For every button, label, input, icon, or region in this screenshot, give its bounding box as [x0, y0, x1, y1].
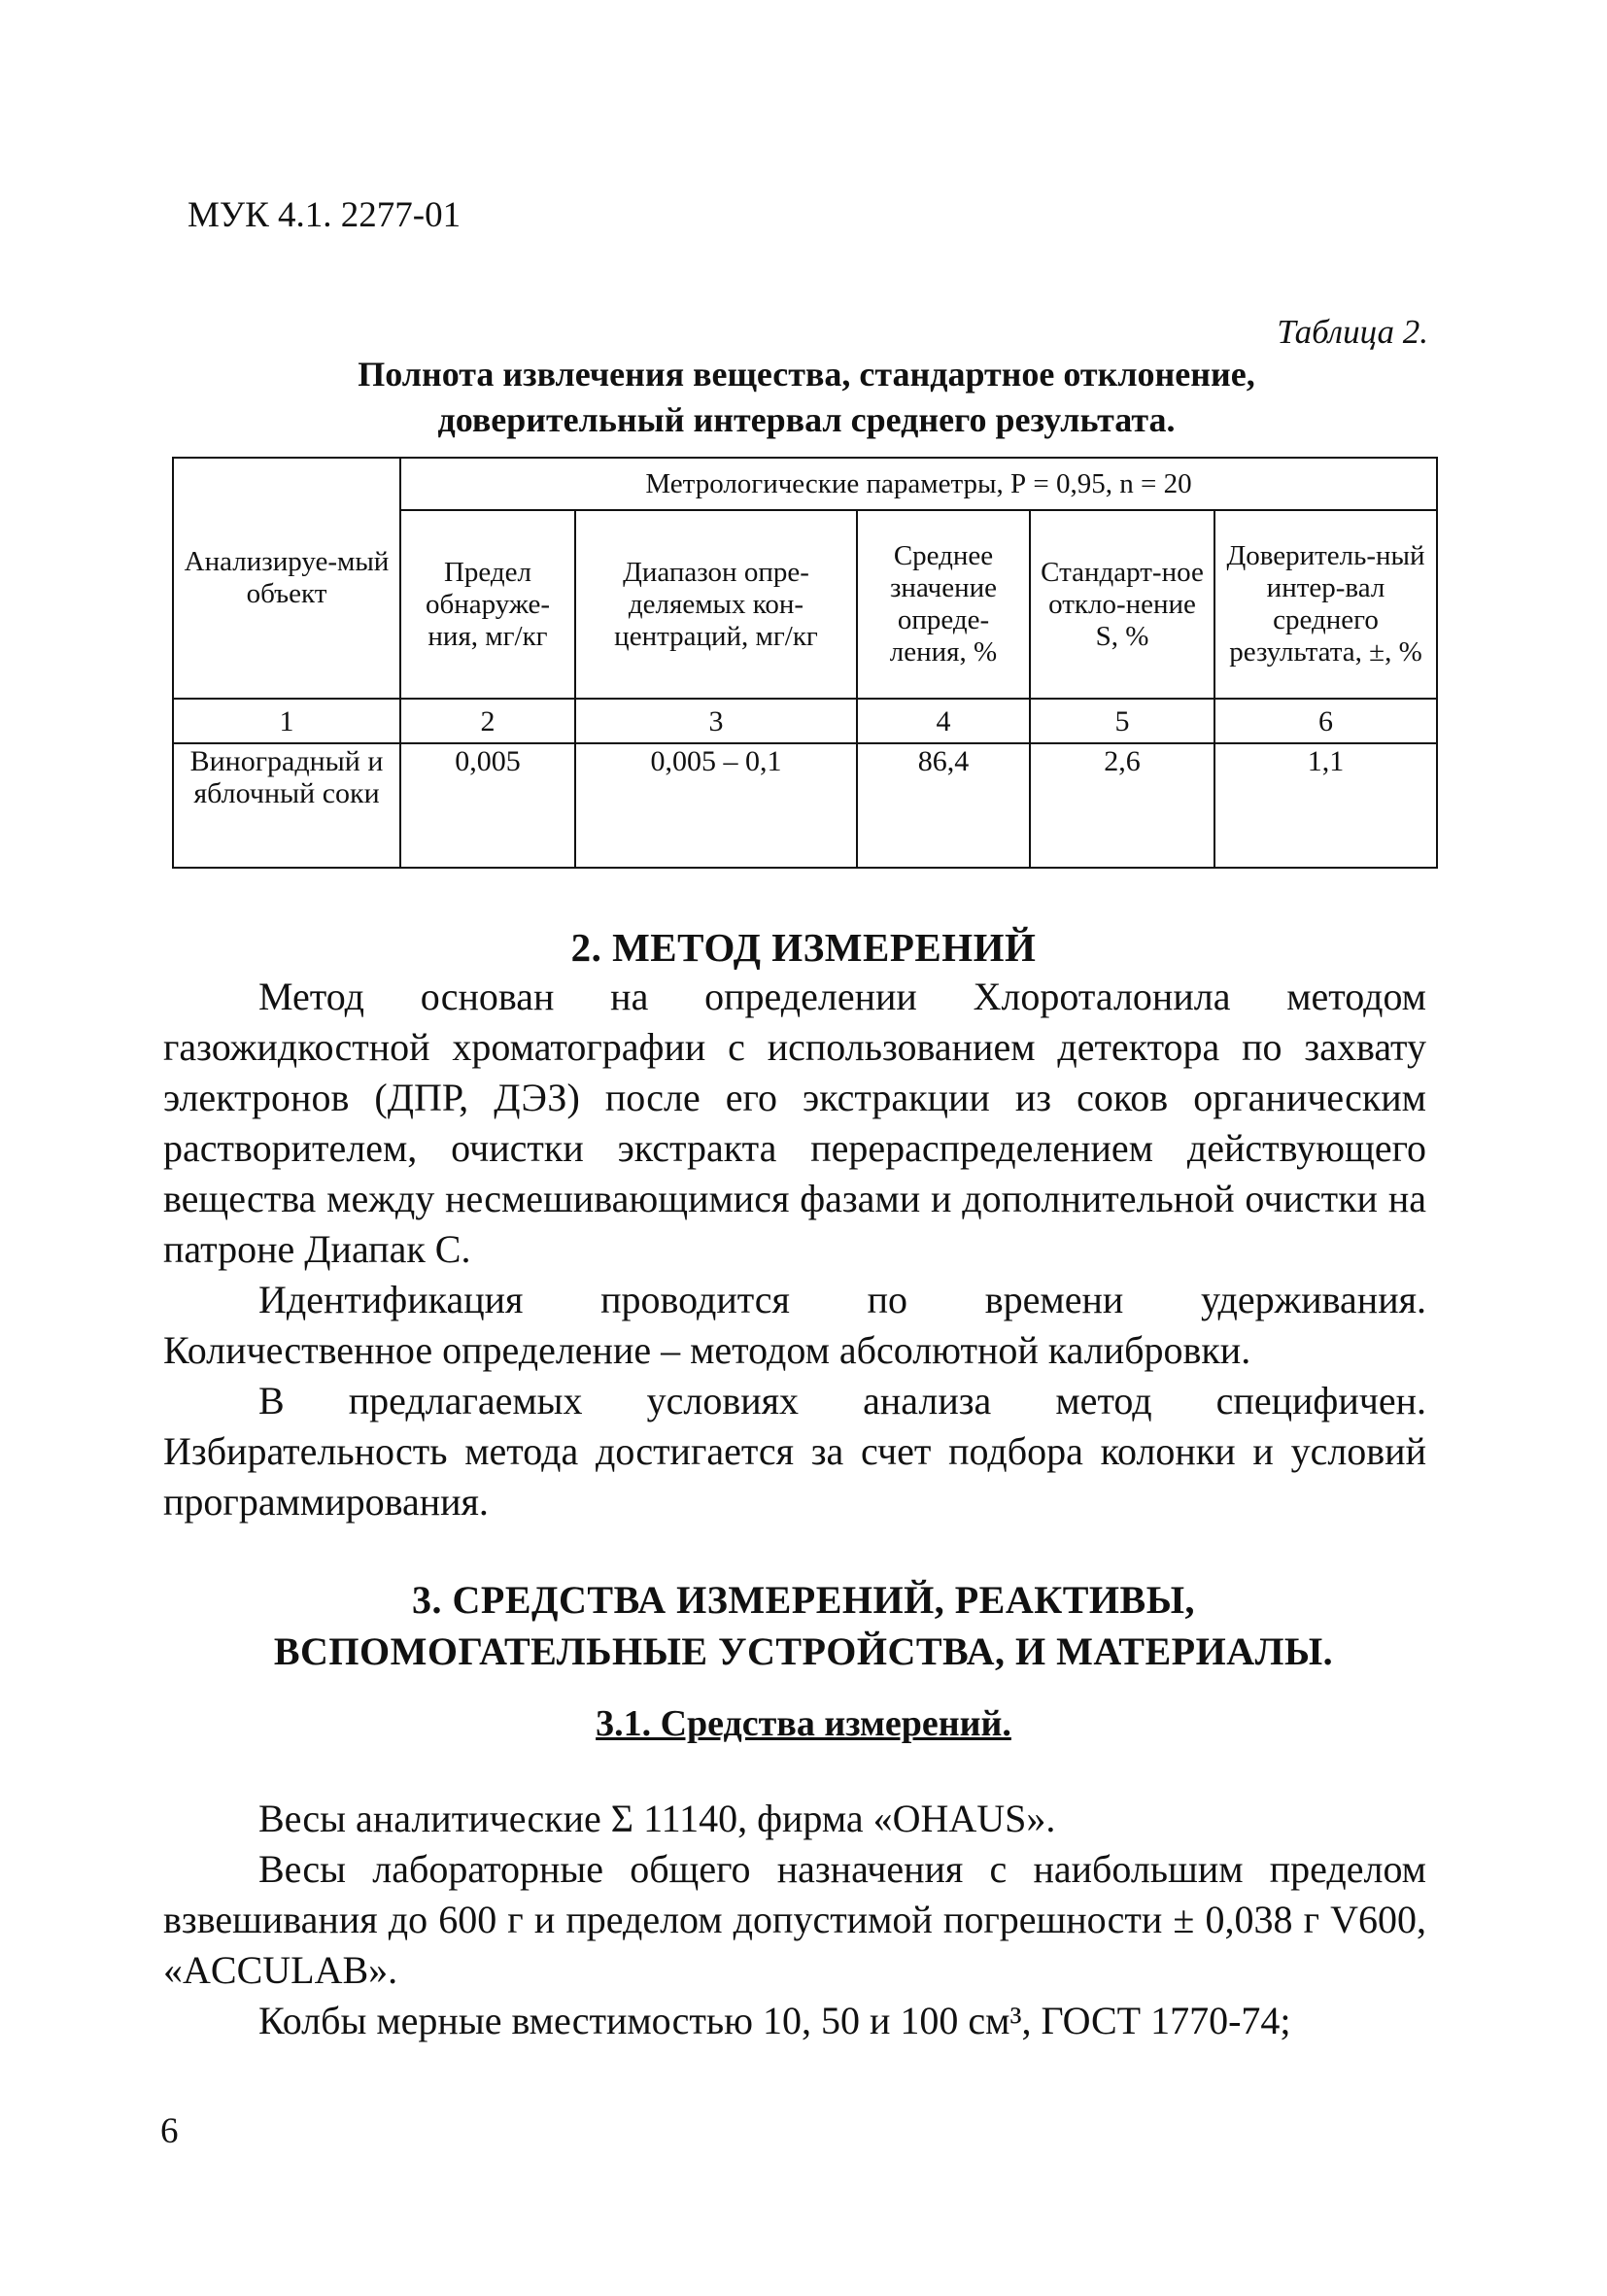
table-cell: 1,1	[1214, 743, 1437, 868]
column-number: 5	[1030, 699, 1214, 743]
instrument-item-1: Весы аналитические Σ 11140, фирма «OHAUS».	[258, 1797, 1056, 1840]
column-header-mean: Среднее значение опреде-ления, %	[857, 510, 1030, 699]
page-number: 6	[160, 2111, 179, 2151]
table-title-line-1: Полнота извлечения вещества, стандартное отклонение,	[358, 355, 1255, 394]
table-row	[173, 743, 1437, 868]
section-2-paragraph-1: Метод основан на определении Хлороталонила методом газожидкостной хроматографии с использованием детектора по захвату электронов (ДПР, ДЭЗ) после его экстракции из соков органическим растворителем, очистки экстракта перераспределением действующего вещества между несмешивающимися фазами и дополнительной очистки на патроне Диапак С.	[163, 975, 1426, 1271]
column-number: 1	[173, 699, 400, 743]
table-cell: 0,005 – 0,1	[575, 743, 857, 868]
column-header-confidence: Доверитель-ный интер-вал среднего результата, ±, %	[1214, 510, 1437, 699]
table-title	[233, 352, 1380, 443]
table-title-line-2: доверительный интервал среднего результата.	[437, 400, 1176, 439]
section-2-paragraph-2: Идентификация проводится по времени удерживания. Количественное определение – методом абсолютной калибровки.	[163, 1278, 1426, 1372]
column-number: 2	[400, 699, 575, 743]
metrology-table	[172, 457, 1438, 869]
column-number: 6	[1214, 699, 1437, 743]
table-cell: 86,4	[857, 743, 1030, 868]
table-cell: Виноградный и яблочный соки	[173, 743, 400, 868]
column-header-object: Анализируе-мый объект	[173, 458, 400, 699]
table-header-row	[173, 458, 1437, 510]
section-3-heading-line-1: 3. СРЕДСТВА ИЗМЕРЕНИЙ, РЕАКТИВЫ,	[412, 1578, 1195, 1622]
group-header: Метрологические параметры, Р = 0,95, n = 20	[400, 458, 1437, 510]
document-code: МУК 4.1. 2277-01	[188, 195, 462, 235]
instrument-item-3: Колбы мерные вместимостью 10, 50 и 100 см³, ГОСТ 1770-74;	[258, 1999, 1291, 2042]
table-label: Таблица 2.	[1277, 313, 1428, 351]
table-cell: 0,005	[400, 743, 575, 868]
section-3-heading-line-2: ВСПОМОГАТЕЛЬНЫЕ УСТРОЙСТВА, И МАТЕРИАЛЫ.	[273, 1629, 1334, 1673]
column-number: 3	[575, 699, 857, 743]
section-2-heading: 2. МЕТОД ИЗМЕРЕНИЙ	[570, 925, 1037, 970]
section-3-1-subheading: 3.1. Средства измерений.	[596, 1703, 1011, 1744]
instrument-item-2: Весы лабораторные общего назначения с наибольшим пределом взвешивания до 600 г и пределом допустимой погрешности ± 0,038 г V600, «ACCULAB».	[163, 1847, 1426, 1992]
column-number: 4	[857, 699, 1030, 743]
column-header-std-dev: Стандарт-ное откло-нение S, %	[1030, 510, 1214, 699]
column-header-detection-limit: Предел обнаруже-ния, мг/кг	[400, 510, 575, 699]
column-number-row	[173, 699, 1437, 743]
column-header-range: Диапазон опре-деляемых кон-центраций, мг/кг	[575, 510, 857, 699]
section-2-paragraph-3: В предлагаемых условиях анализа метод специфичен. Избирательность метода достигается за счет подбора колонки и условий программирования.	[163, 1379, 1426, 1524]
table-cell: 2,6	[1030, 743, 1214, 868]
